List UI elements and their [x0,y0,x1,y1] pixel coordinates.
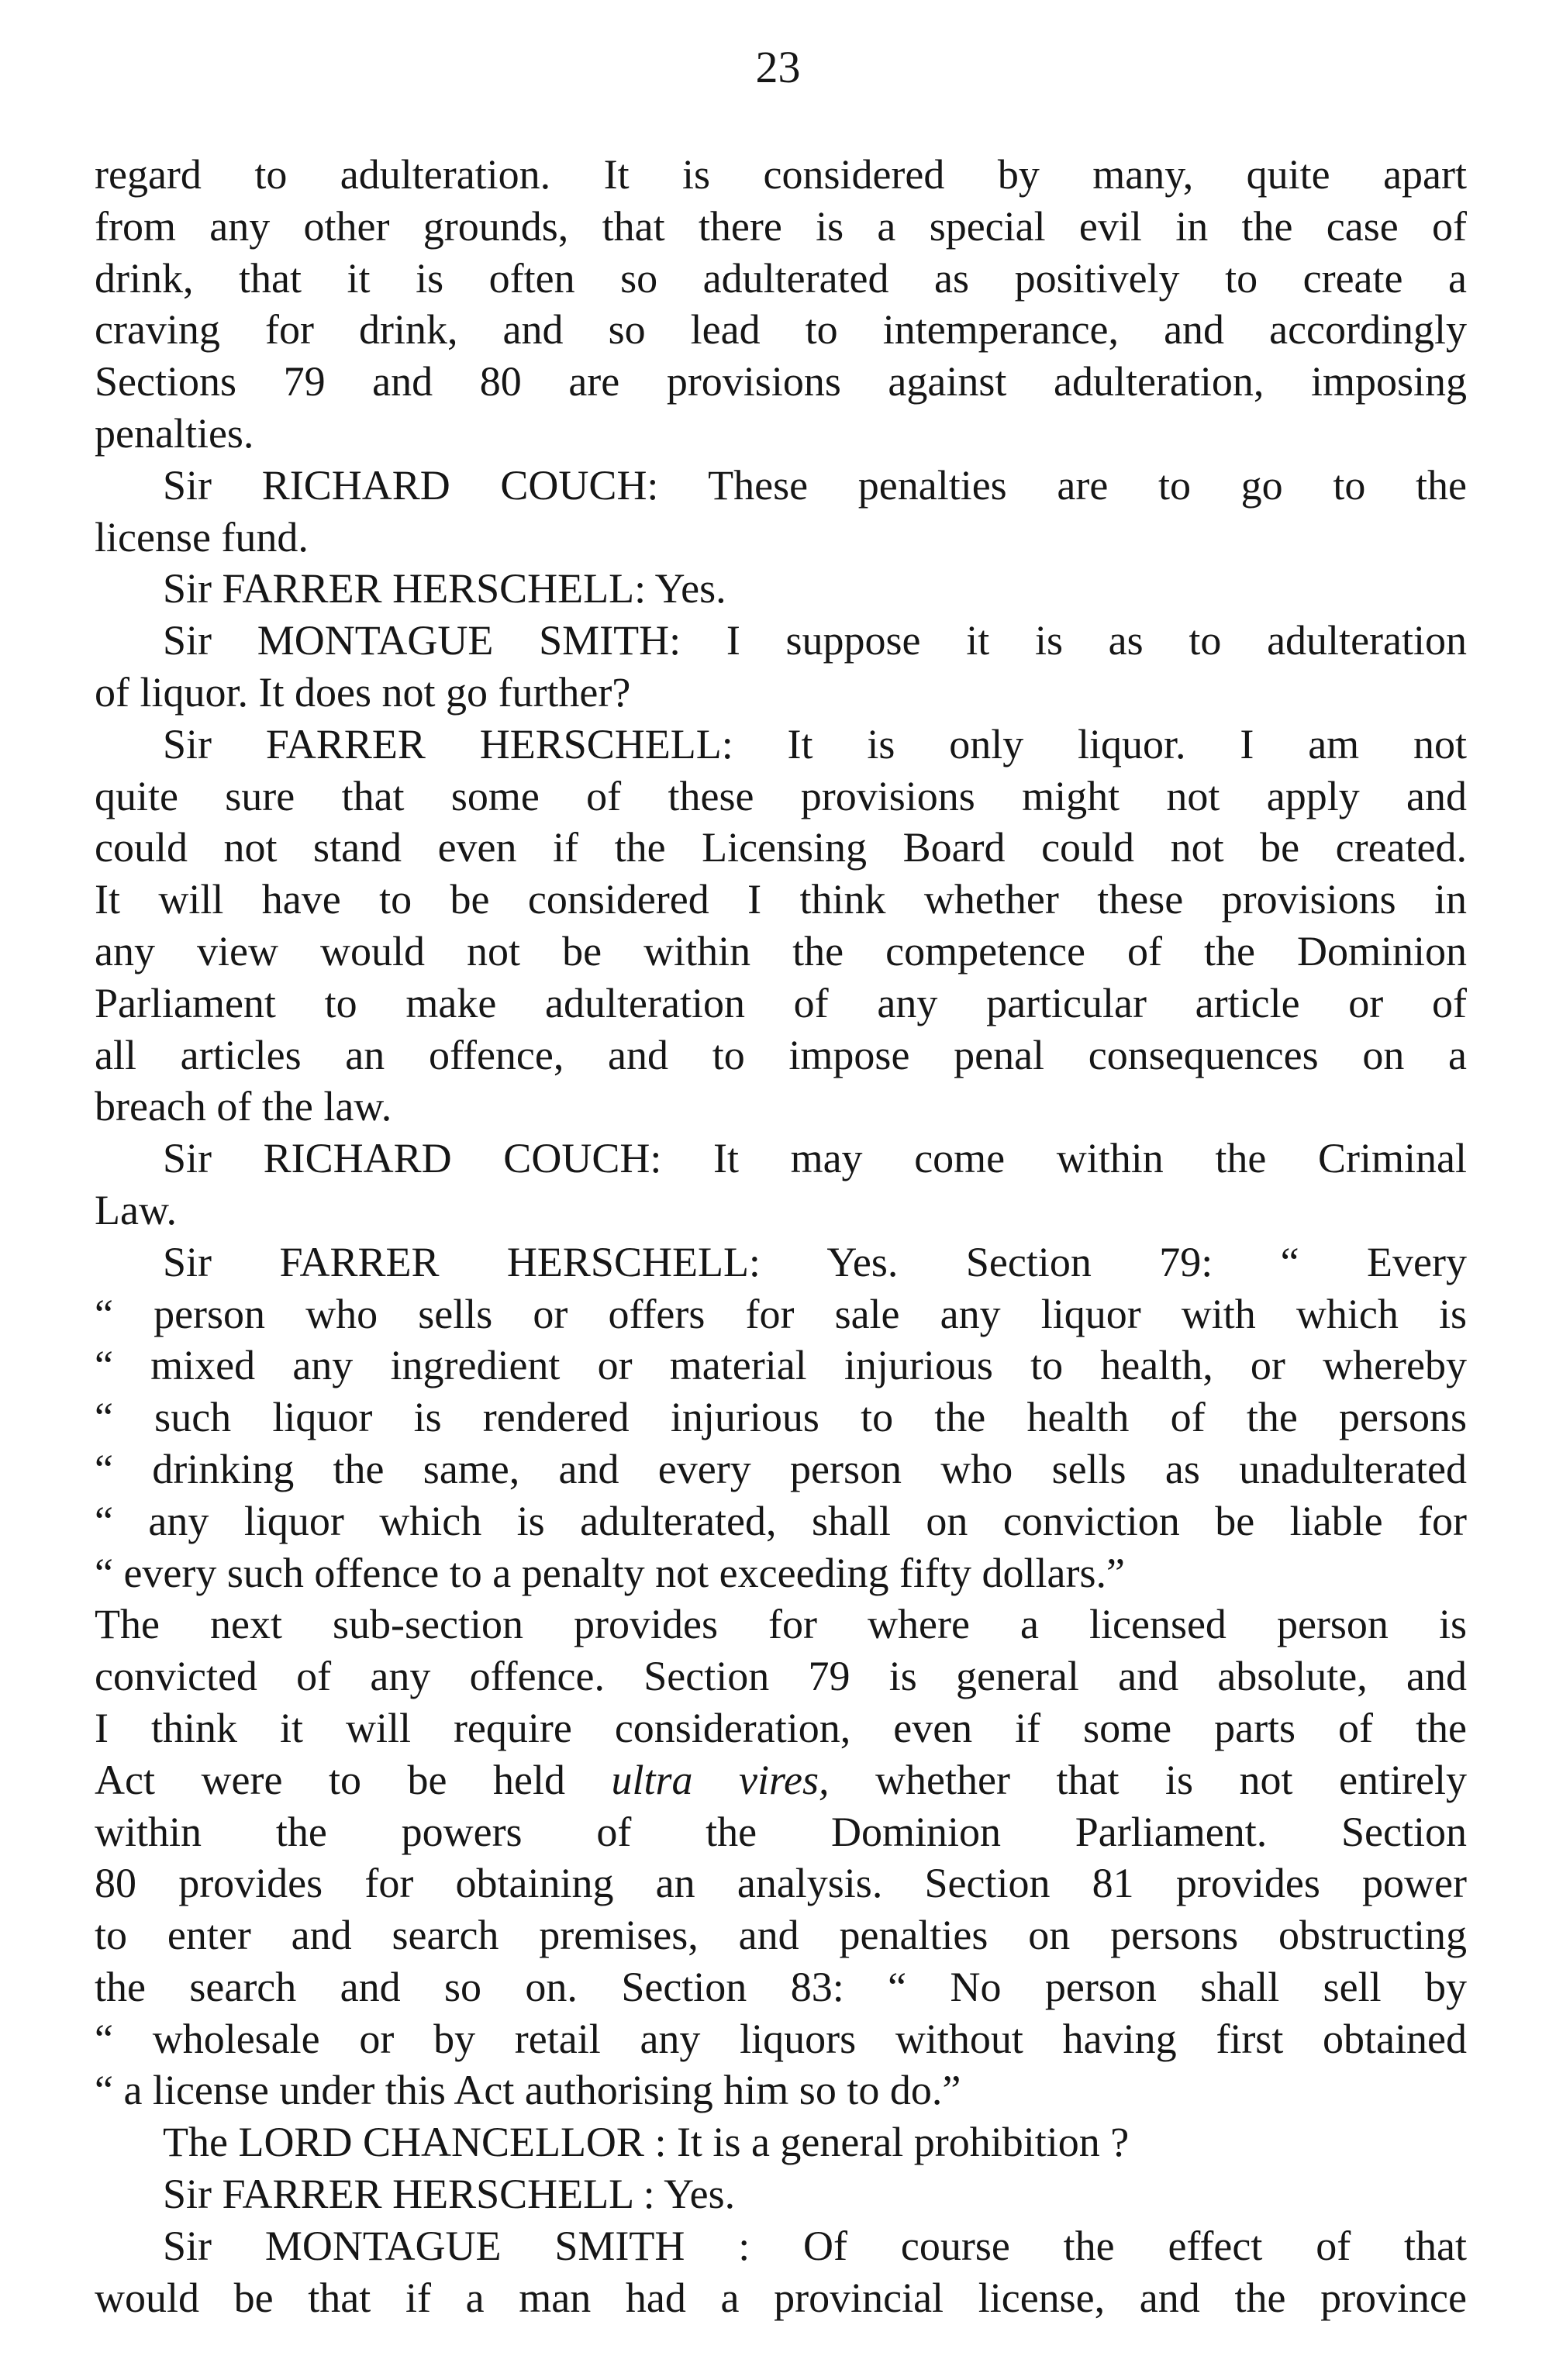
speaker-line: Sir MONTAGUE SMITH : Of course the effect of that [163,2222,1467,2269]
page-number: 23 [755,42,801,92]
text-line: license fund. [95,513,309,561]
text-line: drink, that it is often so adulterated as positively to create a [95,254,1467,302]
speaker-line: Sir FARRER HERSCHELL : Yes. [163,2171,736,2218]
quote-line: “ any liquor which is adulterated, shall on conviction be liable for [95,1497,1467,1544]
italic-phrase: ultra vires, [611,1756,830,1803]
speaker-line: Sir FARRER HERSCHELL: Yes. Section 79: “ Every [163,1238,1467,1285]
text-line: of liquor. It does not go further? [95,668,631,716]
speaker-line: Sir FARRER HERSCHELL: It is only liquor. I am not [163,720,1467,767]
text-line: Sections 79 and 80 are provisions against adulteration, imposing [95,358,1467,405]
speaker-line: Sir RICHARD COUCH: These penalties are to go to the [163,461,1467,509]
text-line: could not stand even if the Licensing Board could not be created. [95,824,1467,871]
text-line: convicted of any offence. Section 79 is general and absolute, and [95,1653,1467,1700]
text-line: the search and so on. Section 83: “ No person shall sell by [95,1963,1467,2010]
text-line: 80 provides for obtaining an analysis. Section 81 provides power [95,1860,1467,1907]
text-line: Law. [95,1186,177,1233]
speaker-line: Sir FARRER HERSCHELL: Yes. [163,565,726,612]
text-line: from any other grounds, that there is a special evil in the case of [95,202,1467,250]
quote-line: “ mixed any ingredient or material injurious to health, or whereby [95,1342,1467,1389]
text-line: all articles an offence, and to impose penal consequences on a [95,1031,1467,1078]
text-line: quite sure that some of these provisions might not apply and [95,772,1467,819]
text-line: regard to adulteration. It is considered by many, quite apart [95,151,1467,198]
quote-line: “ wholesale or by retail any liquors without having first obtained [95,2015,1467,2062]
text-line: to enter and search premises, and penalties on persons obstructing [95,1912,1467,1959]
speaker-line: The LORD CHANCELLOR : It is a general prohibition ? [163,2119,1130,2166]
text-line: would be that if a man had a provincial license, and the province [95,2274,1467,2321]
text-line: It will have to be considered I think whether these provisions in [95,876,1467,923]
text-line-with-italic [95,1754,1467,1806]
text-line: craving for drink, and so lead to intemperance, and accordingly [95,306,1467,354]
text-line: any view would not be within the competence of the Dominion [95,927,1467,974]
quote-line: “ a license under this Act authorising him so to do.” [95,2067,961,2114]
text-segment: Act were to be held [95,1756,612,1803]
quote-line: “ every such offence to a penalty not exceeding fifty dollars.” [95,1549,1125,1596]
quote-line: “ such liquor is rendered injurious to the health of the persons [95,1394,1467,1441]
text-line: The next sub-section provides for where a licensed person is [95,1601,1467,1648]
text-line: penalties. [95,409,254,457]
text-line: Parliament to make adulteration of any particular article or of [95,979,1467,1026]
quote-line: “ person who sells or offers for sale any liquor with which is [95,1290,1467,1337]
speaker-line: Sir MONTAGUE SMITH: I suppose it is as to adulteration [163,617,1467,664]
text-line: within the powers of the Dominion Parliament. Section [95,1808,1467,1855]
text-segment: whether that is not entirely [829,1756,1467,1803]
speaker-line: Sir RICHARD COUCH: It may come within the Criminal [163,1135,1467,1182]
text-line: I think it will require consideration, even if some parts of the [95,1704,1467,1751]
body-text [95,149,1467,2323]
text-line: breach of the law. [95,1083,392,1130]
quote-line: “ drinking the same, and every person who sells as unadulterated [95,1445,1467,1492]
